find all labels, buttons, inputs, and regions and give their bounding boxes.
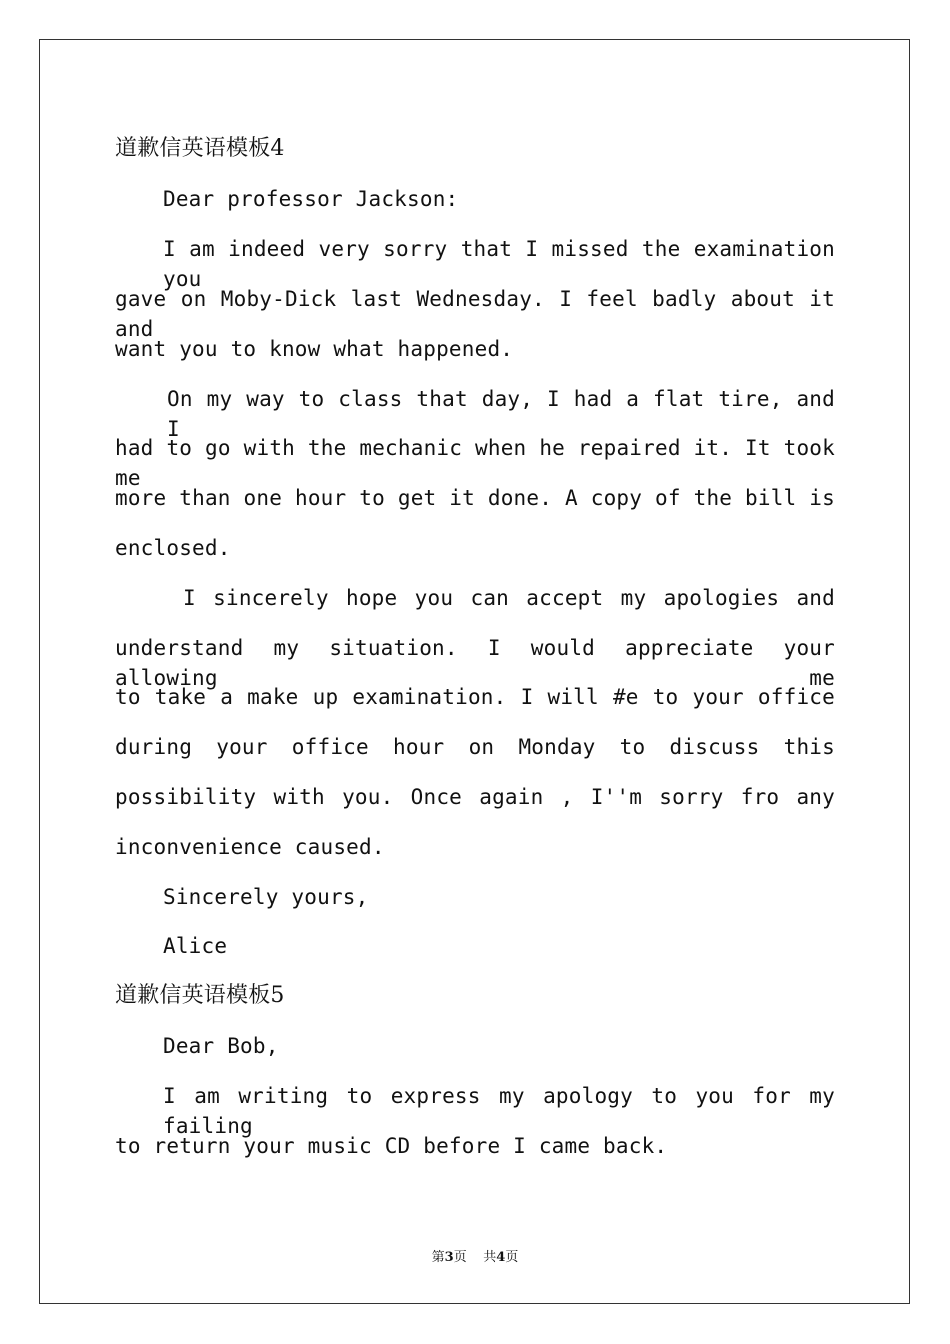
salutation: Dear professor Jackson: bbox=[163, 187, 459, 211]
paragraph-line: possibility with you. Once again , I''m sorry fro any bbox=[115, 785, 835, 809]
footer-page-suffix: 页 bbox=[453, 1250, 467, 1265]
paragraph-line: more than one hour to get it done. A copy of the bill is bbox=[115, 486, 835, 510]
salutation: Dear Bob, bbox=[163, 1034, 279, 1058]
paragraph-line: want you to know what happened. bbox=[115, 337, 514, 361]
signature: Alice bbox=[163, 934, 228, 958]
footer-total-pages: 4 bbox=[496, 1250, 506, 1265]
section-heading: 道歉信英语模板5 bbox=[115, 983, 285, 1008]
page-footer bbox=[0, 1246, 950, 1265]
paragraph-line: during your office hour on Monday to discuss this bbox=[115, 735, 835, 759]
paragraph-line: to take a make up examination. I will #e to your office bbox=[115, 685, 835, 709]
paragraph-line: inconvenience caused. bbox=[115, 835, 385, 859]
paragraph-line: I am indeed very sorry that I missed the examination you bbox=[163, 237, 835, 291]
paragraph-line: gave on Moby-Dick last Wednesday. I feel badly about it and bbox=[115, 287, 835, 341]
paragraph-line: had to go with the mechanic when he repaired it. It took me bbox=[115, 436, 835, 490]
paragraph-line: On my way to class that day, I had a flat tire, and I bbox=[167, 387, 835, 441]
paragraph-line: I sincerely hope you can accept my apologies and bbox=[183, 586, 835, 610]
paragraph-line: to return your music CD before I came back. bbox=[115, 1134, 668, 1158]
section-heading: 道歉信英语模板4 bbox=[115, 136, 285, 161]
footer-total-prefix: 共 bbox=[483, 1250, 497, 1265]
paragraph-line: enclosed. bbox=[115, 536, 231, 560]
footer-total-suffix: 页 bbox=[505, 1250, 519, 1265]
paragraph-line: I am writing to express my apology to you for my failing bbox=[163, 1084, 835, 1138]
footer-page-number: 3 bbox=[444, 1250, 454, 1265]
footer-page-prefix: 第 bbox=[431, 1250, 445, 1265]
closing: Sincerely yours, bbox=[163, 885, 369, 909]
paragraph-line: understand my situation. I would appreciate your allowing me bbox=[115, 636, 835, 690]
